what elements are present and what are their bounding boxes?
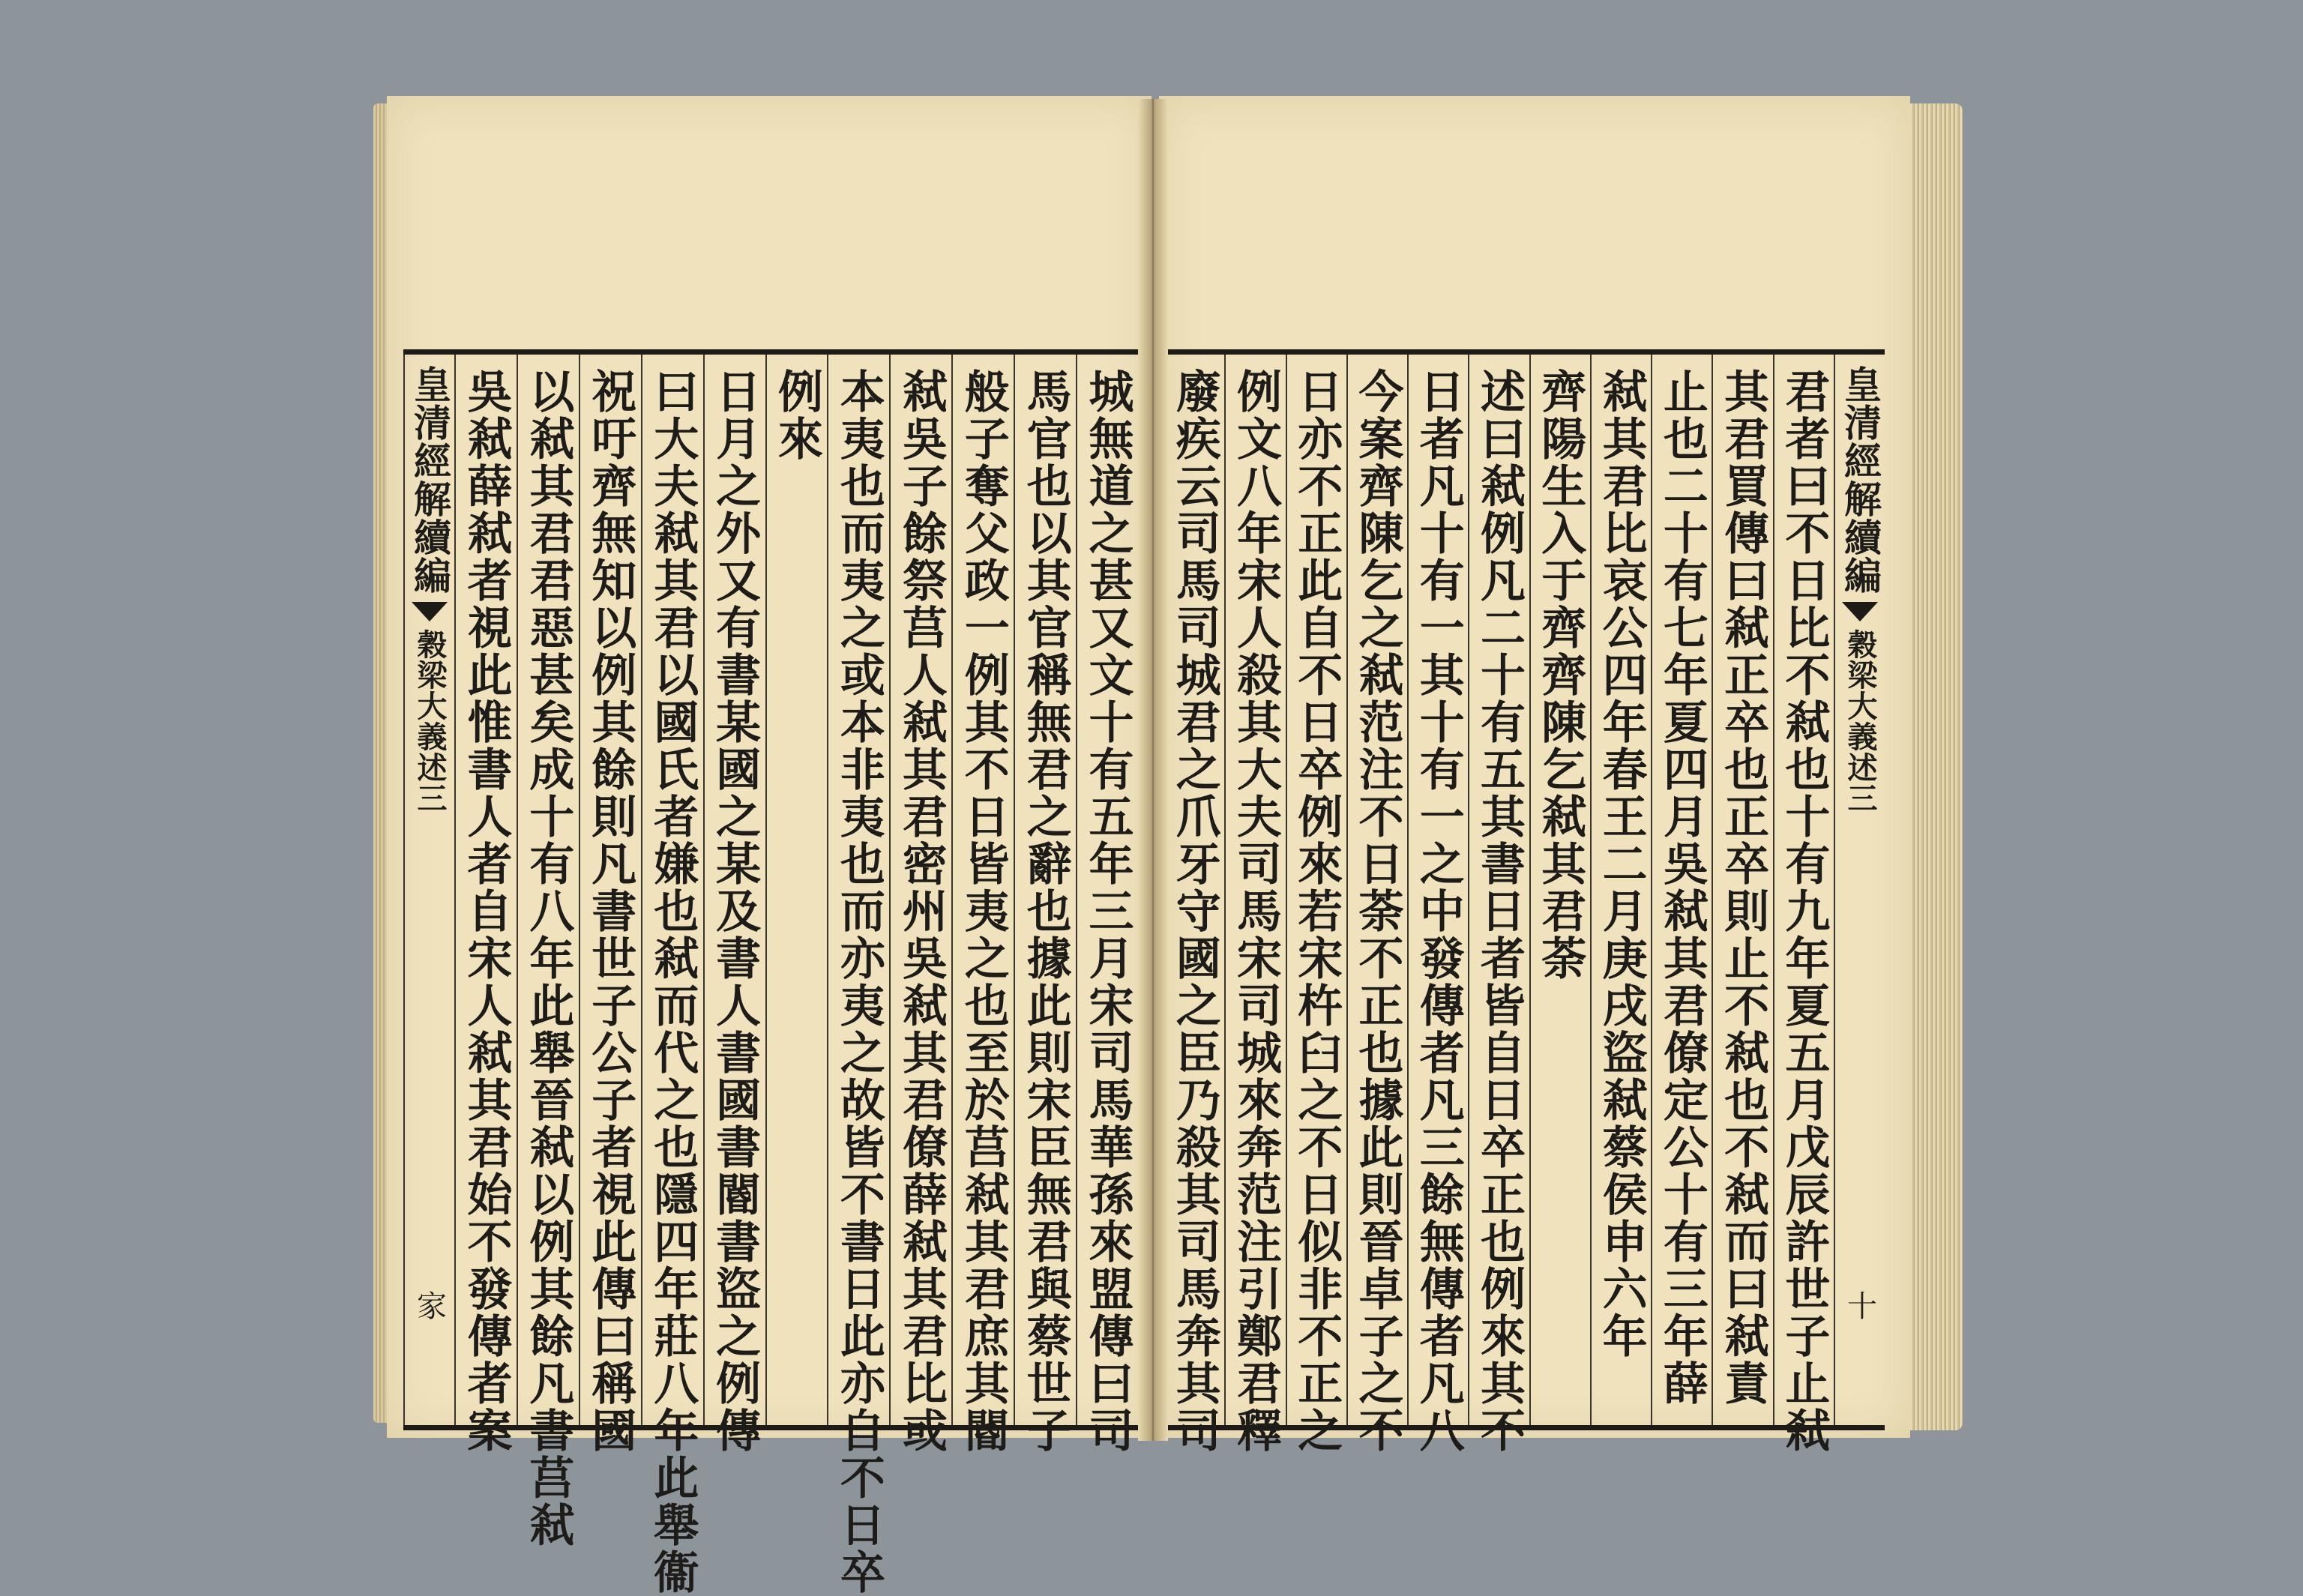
column-text: 君者曰不日比不弒也十有九年夏五月戊辰許世子止弒 bbox=[1777, 368, 1831, 1454]
column-text: 曰大夫弒其君以國氏者嫌也弒而代之也隱四年莊八年此舉衞 bbox=[646, 368, 699, 1596]
fold-title: 皇清經解續編 bbox=[1838, 365, 1882, 594]
text-column bbox=[827, 355, 889, 1596]
text-column bbox=[1529, 355, 1590, 1425]
column-text: 城無道之甚又文十有五年三月宋司馬華孫來盟傳曰司 bbox=[1081, 368, 1134, 1454]
column-text: 弒吳子餘祭莒人弒其君密州吳弒其君僚薛弒其君比或 bbox=[894, 368, 948, 1454]
text-column bbox=[454, 355, 517, 1454]
text-column bbox=[1224, 355, 1285, 1454]
text-column bbox=[517, 355, 579, 1549]
fold-subtitle: 穀梁大義述三 bbox=[412, 629, 448, 813]
right-page-frame bbox=[1165, 349, 1885, 1454]
text-column bbox=[889, 355, 951, 1454]
fold-title: 皇清經解續編 bbox=[408, 365, 453, 594]
text-column bbox=[765, 355, 828, 1425]
column-text: 祝吁齊無知以例其餘則凡書世子公子者視此傳曰稱國 bbox=[584, 368, 637, 1454]
fish-tail-icon bbox=[412, 602, 448, 621]
text-column bbox=[951, 355, 1014, 1454]
fold-column-right bbox=[1834, 355, 1885, 1425]
text-column bbox=[1712, 355, 1772, 1425]
text-column bbox=[1590, 355, 1651, 1425]
right-page bbox=[1159, 96, 1910, 1454]
left-page bbox=[387, 96, 1152, 1596]
text-column bbox=[1165, 355, 1224, 1454]
book-edge-right bbox=[1910, 103, 1963, 1430]
column-text: 吳弒薛弒者視此惟書人者自宋人弒其君始不發傳者案 bbox=[460, 368, 513, 1454]
fold-column-left bbox=[403, 355, 454, 1425]
text-column bbox=[1468, 355, 1529, 1454]
column-text: 齊陽生入于齊齊陳乞弒其君荼 bbox=[1534, 368, 1587, 982]
fold-page-number: 十 bbox=[1842, 1290, 1877, 1320]
fold-publisher: 家 bbox=[412, 1290, 447, 1320]
text-column bbox=[1407, 355, 1468, 1454]
book-gutter bbox=[1138, 99, 1168, 1441]
column-text: 馬官也以其官稱無君之辭也據此則宋臣無君與蔡世子 bbox=[1019, 368, 1072, 1454]
text-column bbox=[1346, 355, 1407, 1454]
left-page-frame bbox=[403, 349, 1138, 1596]
column-text: 日者凡十有一其十有一之中發傳者凡三餘無傳者凡八 bbox=[1412, 368, 1465, 1454]
column-text: 今案齊陳乞之弒范注不日荼不正也據此則晉卓子之不 bbox=[1351, 368, 1404, 1454]
column-text: 日月之外又有書某國之某及書人書國書閽書盜之例傳 bbox=[708, 368, 762, 1454]
column-text: 弒其君比哀公四年春王二月庚戌盜弒蔡侯申六年 bbox=[1595, 368, 1648, 1360]
column-text: 日亦不正此自不日卒例來若宋杵臼之不日似非不正之 bbox=[1290, 368, 1343, 1454]
column-text: 止也二十有七年夏四月吳弒其君僚定公十有三年薛 bbox=[1655, 368, 1709, 1407]
text-column bbox=[1651, 355, 1712, 1425]
column-text: 其君買傳曰弒正卒也正卒則止不弒也不弒而曰弒責 bbox=[1717, 368, 1770, 1407]
text-column bbox=[641, 355, 703, 1596]
fold-subtitle: 穀梁大義述三 bbox=[1843, 629, 1878, 813]
text-column bbox=[579, 355, 641, 1454]
column-text: 般子奪父政一例其不日皆夷之也至於莒弒其君庶其閽 bbox=[957, 368, 1010, 1454]
text-column bbox=[1076, 355, 1138, 1454]
column-text: 述曰弒例凡二十有五其書日者皆自日卒正也例來其不 bbox=[1473, 368, 1526, 1454]
column-text: 以弒其君君惡甚矣成十有八年此舉晉弒以例其餘凡書莒弒 bbox=[522, 368, 575, 1549]
column-text: 本夷也而夷之或本非夷也而亦夷之故皆不書日此亦自不日卒 bbox=[832, 368, 885, 1596]
fish-tail-icon bbox=[1842, 602, 1878, 621]
open-book bbox=[373, 88, 1963, 1596]
column-text: 例文八年宋人殺其大夫司馬宋司城來奔范注引鄭君釋 bbox=[1229, 368, 1282, 1454]
column-text: 廢疾云司馬司城君之爪牙守國之臣乃殺其司馬奔其司 bbox=[1168, 368, 1221, 1454]
text-column bbox=[1286, 355, 1346, 1454]
column-text: 例來 bbox=[771, 368, 824, 463]
text-column bbox=[1014, 355, 1076, 1454]
text-column bbox=[1773, 355, 1834, 1454]
text-column bbox=[703, 355, 765, 1454]
